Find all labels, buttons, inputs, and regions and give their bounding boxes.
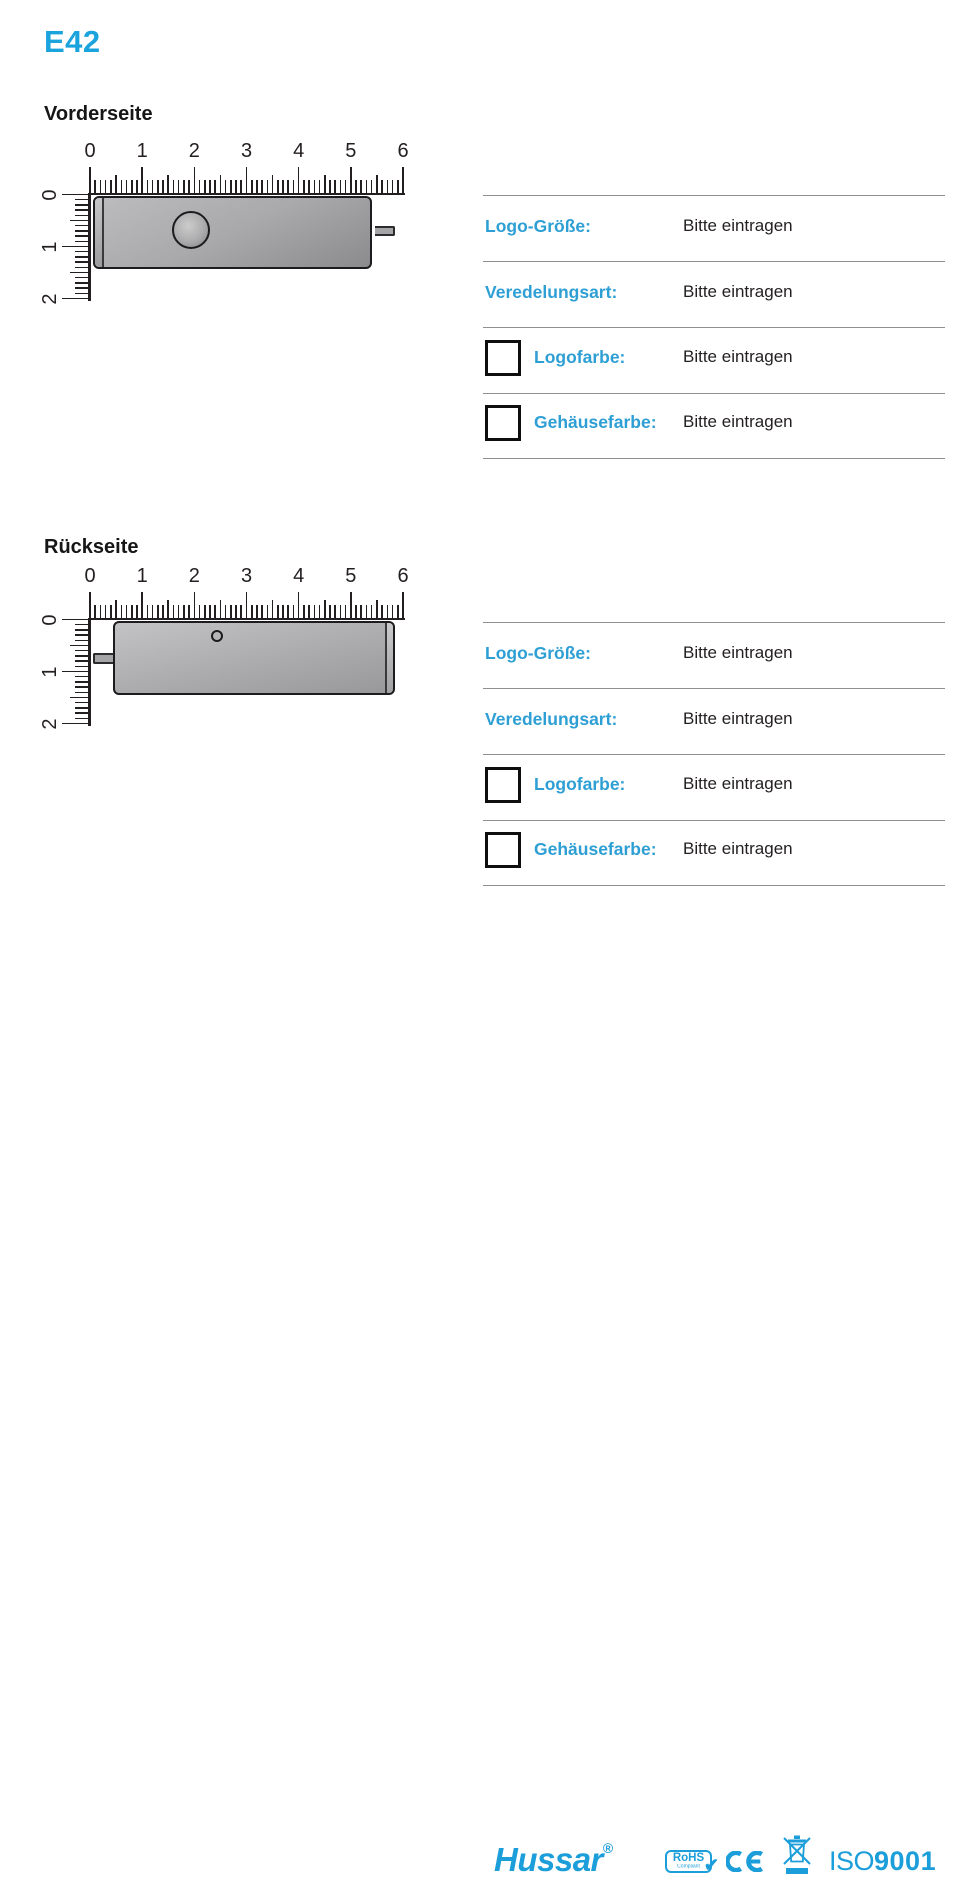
ruler-tick <box>105 605 107 618</box>
ruler-tick <box>324 600 326 618</box>
ruler-label: 1 <box>39 240 61 253</box>
ruler-tick <box>147 180 149 193</box>
ruler-tick <box>167 175 169 193</box>
ruler-tick <box>214 180 216 193</box>
vertical-ruler <box>36 188 92 307</box>
ruler-tick <box>75 624 88 626</box>
ruler-tick <box>178 180 180 193</box>
form-value[interactable]: Bitte eintragen <box>683 347 793 366</box>
ruler-tick <box>183 605 185 618</box>
ruler-tick <box>267 605 269 618</box>
ruler-tick <box>402 592 404 618</box>
ruler-tick <box>70 272 88 274</box>
ruler-tick <box>75 267 88 269</box>
ruler-tick <box>209 180 211 193</box>
ruler-tick <box>220 175 222 193</box>
ruler-tick <box>350 167 352 193</box>
ruler-tick <box>360 180 362 193</box>
ruler-tick <box>75 676 88 678</box>
ruler-tick <box>131 605 133 618</box>
ruler-tick <box>126 180 128 193</box>
ruler-label: 5 <box>345 140 357 162</box>
ruler-tick <box>194 167 196 193</box>
form-label: Gehäusefarbe: <box>534 839 657 859</box>
rohs-label: RoHS <box>672 1852 705 1864</box>
ruler-tick <box>261 605 263 618</box>
ruler-tick <box>345 605 347 618</box>
ruler-label: 6 <box>397 140 409 162</box>
ruler-tick <box>204 180 206 193</box>
ruler-tick <box>75 209 88 211</box>
form-divider <box>483 885 945 886</box>
back-view-figure <box>0 565 470 760</box>
ruler-tick <box>75 204 88 206</box>
ruler-tick <box>246 167 248 193</box>
form-label: Logofarbe: <box>534 774 626 794</box>
rohs-checkmark-icon: ✔ <box>703 1855 719 1875</box>
ruler-tick <box>209 605 211 618</box>
ruler-tick <box>75 261 88 263</box>
ruler-tick <box>188 605 190 618</box>
round-button <box>172 211 210 249</box>
ruler-tick <box>62 723 88 725</box>
ruler-tick <box>230 605 232 618</box>
ruler-tick <box>355 605 357 618</box>
ruler-tick <box>319 605 321 618</box>
imprint-form-front <box>483 195 945 461</box>
ruler-tick <box>293 605 295 618</box>
vertical-ruler <box>36 613 92 732</box>
ruler-baseline <box>88 618 91 726</box>
ruler-tick <box>121 180 123 193</box>
ruler-tick <box>314 180 316 193</box>
ruler-tick <box>220 600 222 618</box>
form-divider <box>483 195 945 196</box>
ruler-tick <box>157 180 159 193</box>
ruler-tick <box>298 167 300 193</box>
cap-seam <box>385 623 393 693</box>
ruler-tick <box>303 605 305 618</box>
ruler-tick <box>162 605 164 618</box>
ruler-tick <box>282 180 284 193</box>
ruler-tick <box>75 287 88 289</box>
hussar-logo: Hussar® <box>494 1840 614 1878</box>
ruler-tick <box>199 605 201 618</box>
ruler-tick <box>75 230 88 232</box>
ruler-label: 1 <box>136 140 148 162</box>
ruler-tick <box>141 592 143 618</box>
ruler-tick <box>126 605 128 618</box>
form-divider <box>483 754 945 755</box>
ruler-label: 2 <box>39 717 61 730</box>
ruler-tick <box>75 666 88 668</box>
ruler-tick <box>204 605 206 618</box>
ruler-tick <box>334 180 336 193</box>
ruler-tick <box>105 180 107 193</box>
ruler-tick <box>293 180 295 193</box>
ruler-tick <box>371 605 373 618</box>
iso9001-logo: ISO9001 <box>829 1846 937 1876</box>
form-divider <box>483 393 945 394</box>
ruler-tick <box>141 167 143 193</box>
ruler-tick <box>178 605 180 618</box>
ruler-tick <box>366 605 368 618</box>
ruler-tick <box>240 605 242 618</box>
ruler-tick <box>387 180 389 193</box>
ruler-label: 2 <box>39 292 61 305</box>
footer <box>0 915 977 1878</box>
ruler-label: 3 <box>240 140 253 162</box>
form-value[interactable]: Bitte eintragen <box>683 839 793 858</box>
ruler-baseline <box>88 618 405 621</box>
ruler-tick <box>272 600 274 618</box>
rohs-compliant-badge <box>665 1850 719 1875</box>
form-label: Logo-Größe: <box>485 643 591 663</box>
ruler-label: 0 <box>39 188 61 201</box>
section-heading-front: Vorderseite <box>44 103 153 125</box>
ruler-tick <box>324 175 326 193</box>
rohs-compliant-label: Compliant <box>677 1864 700 1870</box>
ruler-tick <box>246 592 248 618</box>
ruler-tick <box>381 180 383 193</box>
ruler-label: 6 <box>397 565 409 587</box>
color-checkbox[interactable] <box>485 767 521 803</box>
ruler-tick <box>173 180 175 193</box>
ruler-tick <box>397 605 399 618</box>
small-hole <box>211 630 223 642</box>
ruler-tick <box>75 707 88 709</box>
ruler-tick <box>94 180 96 193</box>
ruler-tick <box>70 220 88 222</box>
ruler-tick <box>397 180 399 193</box>
ruler-tick <box>75 225 88 227</box>
ruler-tick <box>115 175 117 193</box>
ruler-tick <box>62 246 88 248</box>
ruler-tick <box>75 650 88 652</box>
ruler-tick <box>387 605 389 618</box>
ruler-tick <box>75 241 88 243</box>
form-divider <box>483 458 945 459</box>
ruler-tick <box>194 592 196 618</box>
cap-seam <box>95 198 104 267</box>
ruler-tick <box>75 256 88 258</box>
form-label: Logofarbe: <box>534 347 626 367</box>
ruler-tick <box>277 605 279 618</box>
ruler-tick <box>75 640 88 642</box>
ruler-tick <box>70 697 88 699</box>
ruler-baseline <box>88 193 405 196</box>
ruler-tick <box>381 605 383 618</box>
form-value[interactable]: Bitte eintragen <box>683 709 793 728</box>
weee-bin-icon <box>783 1835 811 1877</box>
form-divider <box>483 622 945 623</box>
ruler-tick <box>314 605 316 618</box>
ruler-tick <box>75 235 88 237</box>
ruler-tick <box>199 180 201 193</box>
imprint-form-back <box>483 622 945 888</box>
ruler-tick <box>402 167 404 193</box>
ruler-tick <box>75 718 88 720</box>
ruler-tick <box>256 605 258 618</box>
ruler-tick <box>392 180 394 193</box>
form-value[interactable]: Bitte eintragen <box>683 282 793 301</box>
ruler-tick <box>110 605 112 618</box>
ruler-tick <box>121 605 123 618</box>
ruler-tick <box>75 660 88 662</box>
ruler-tick <box>173 605 175 618</box>
ruler-tick <box>75 634 88 636</box>
ruler-tick <box>308 180 310 193</box>
ruler-tick <box>75 712 88 714</box>
ruler-tick <box>75 692 88 694</box>
ruler-label: 2 <box>188 140 200 162</box>
ruler-tick <box>75 277 88 279</box>
ruler-tick <box>152 180 154 193</box>
ruler-label: 0 <box>84 140 96 162</box>
ruler-tick <box>366 180 368 193</box>
ruler-label: 0 <box>39 613 61 626</box>
connector-tab <box>375 226 395 237</box>
registered-mark-icon: ® <box>602 1840 614 1856</box>
ruler-tick <box>100 180 102 193</box>
ruler-tick <box>94 605 96 618</box>
ruler-tick <box>62 671 88 673</box>
form-divider <box>483 820 945 821</box>
form-divider <box>483 688 945 689</box>
ruler-tick <box>282 605 284 618</box>
product-front-view <box>93 196 372 269</box>
ruler-label: 5 <box>345 565 357 587</box>
form-label: Gehäusefarbe: <box>534 412 657 432</box>
form-label: Logo-Größe: <box>485 216 591 236</box>
ruler-tick <box>340 605 342 618</box>
ruler-tick <box>287 605 289 618</box>
color-checkbox[interactable] <box>485 405 521 441</box>
ruler-tick <box>136 180 138 193</box>
ruler-tick <box>340 180 342 193</box>
ruler-tick <box>256 180 258 193</box>
ruler-tick <box>70 645 88 647</box>
ruler-tick <box>183 180 185 193</box>
form-value[interactable]: Bitte eintragen <box>683 216 793 235</box>
ruler-tick <box>62 194 88 196</box>
ruler-label: 4 <box>293 140 305 162</box>
ruler-tick <box>75 199 88 201</box>
ruler-tick <box>334 605 336 618</box>
product-back-view <box>113 621 395 695</box>
ruler-tick <box>110 180 112 193</box>
connector-tab <box>93 653 113 664</box>
ruler-tick <box>89 592 91 618</box>
ruler-tick <box>214 605 216 618</box>
ruler-tick <box>225 180 227 193</box>
ruler-tick <box>75 282 88 284</box>
ruler-tick <box>272 175 274 193</box>
ruler-tick <box>303 180 305 193</box>
ruler-tick <box>298 592 300 618</box>
page-title: E42 <box>44 24 101 59</box>
ruler-baseline <box>88 193 91 301</box>
ruler-tick <box>75 686 88 688</box>
ruler-tick <box>75 293 88 295</box>
ruler-tick <box>277 180 279 193</box>
section-heading-back: Rückseite <box>44 536 139 558</box>
ruler-tick <box>162 180 164 193</box>
ruler-label: 3 <box>240 565 253 587</box>
ruler-tick <box>75 681 88 683</box>
ruler-tick <box>89 167 91 193</box>
ruler-tick <box>392 605 394 618</box>
ruler-tick <box>319 180 321 193</box>
ruler-tick <box>115 600 117 618</box>
ruler-tick <box>360 605 362 618</box>
ruler-tick <box>157 605 159 618</box>
form-value[interactable]: Bitte eintragen <box>683 643 793 662</box>
ruler-tick <box>75 215 88 217</box>
ruler-tick <box>152 605 154 618</box>
ruler-label: 2 <box>188 565 200 587</box>
ruler-tick <box>75 251 88 253</box>
ruler-tick <box>225 605 227 618</box>
ruler-tick <box>100 605 102 618</box>
form-divider <box>483 261 945 262</box>
ruler-tick <box>376 600 378 618</box>
ruler-tick <box>167 600 169 618</box>
ruler-tick <box>355 180 357 193</box>
ruler-label: 1 <box>136 565 148 587</box>
front-view-figure <box>0 140 470 335</box>
ruler-tick <box>261 180 263 193</box>
ruler-tick <box>287 180 289 193</box>
ruler-tick <box>329 180 331 193</box>
ruler-tick <box>62 298 88 300</box>
ce-mark-icon <box>726 1851 768 1872</box>
horizontal-ruler <box>84 565 410 621</box>
ruler-label: 1 <box>39 665 61 678</box>
ruler-tick <box>251 180 253 193</box>
form-value[interactable]: Bitte eintragen <box>683 774 793 793</box>
ruler-tick <box>75 655 88 657</box>
ruler-tick <box>329 605 331 618</box>
ruler-tick <box>136 605 138 618</box>
ruler-tick <box>131 180 133 193</box>
form-divider <box>483 327 945 328</box>
form-value[interactable]: Bitte eintragen <box>683 412 793 431</box>
ruler-tick <box>345 180 347 193</box>
form-label: Veredelungsart: <box>485 709 618 729</box>
ruler-tick <box>230 180 232 193</box>
ruler-tick <box>308 605 310 618</box>
ruler-tick <box>75 629 88 631</box>
ruler-tick <box>240 180 242 193</box>
ruler-tick <box>235 605 237 618</box>
ruler-tick <box>147 605 149 618</box>
ruler-tick <box>62 619 88 621</box>
ruler-tick <box>371 180 373 193</box>
ruler-tick <box>267 180 269 193</box>
horizontal-ruler <box>84 140 410 196</box>
color-checkbox[interactable] <box>485 832 521 868</box>
ruler-label: 4 <box>293 565 305 587</box>
ruler-tick <box>376 175 378 193</box>
ruler-label: 0 <box>84 565 96 587</box>
color-checkbox[interactable] <box>485 340 521 376</box>
form-label: Veredelungsart: <box>485 282 618 302</box>
ruler-tick <box>350 592 352 618</box>
ruler-tick <box>188 180 190 193</box>
ruler-tick <box>251 605 253 618</box>
ruler-tick <box>235 180 237 193</box>
ruler-tick <box>75 702 88 704</box>
